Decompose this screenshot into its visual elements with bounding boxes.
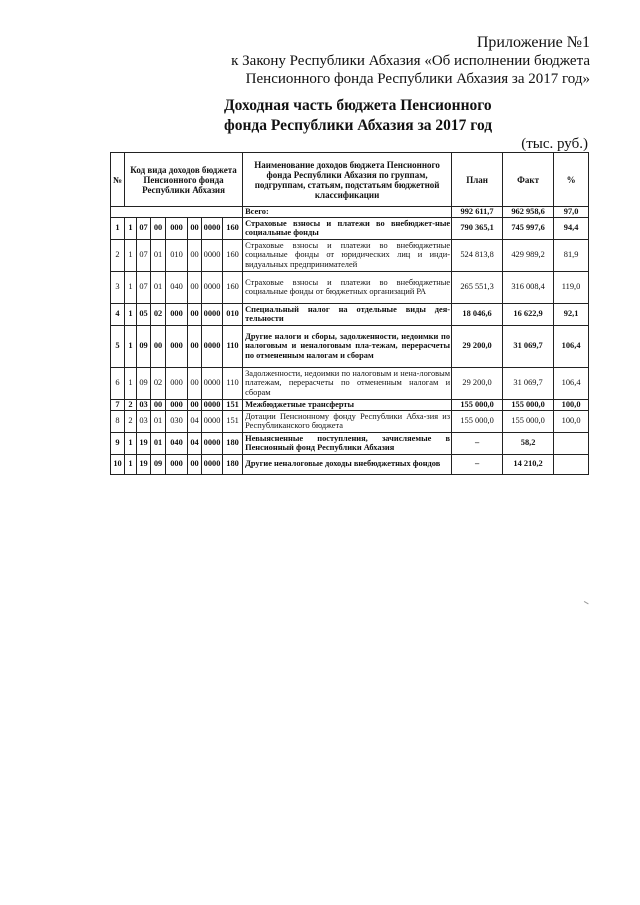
appendix-law-line-2: Пенсионного фонда Республики Абхазия за 2017 год»	[245, 71, 590, 87]
value-plan: 29 200,0	[452, 367, 503, 399]
code-part: 030	[166, 410, 188, 432]
code-part: 151	[223, 410, 243, 432]
title-line-1: Доходная часть бюджета Пенсионного	[224, 97, 492, 114]
income-name: Страховые взносы и платежи во внебюджет-ные социальные фонды	[243, 217, 452, 239]
code-part: 0000	[202, 410, 223, 432]
total-label: Всего:	[243, 207, 452, 218]
code-part: 2	[125, 410, 137, 432]
value-plan: 524 813,8	[452, 239, 503, 271]
code-part: 000	[166, 217, 188, 239]
table-row	[111, 239, 589, 271]
code-part: 09	[151, 454, 166, 474]
code-part: 160	[223, 239, 243, 271]
table-row	[111, 367, 589, 399]
code-part: 0000	[202, 454, 223, 474]
table-header-row	[111, 153, 589, 207]
row-number: 9	[111, 432, 125, 454]
code-part: 00	[151, 325, 166, 367]
code-part: 00	[188, 367, 202, 399]
income-name: Страховые взносы и платежи во внебюджетные социальные фонды от бюджетных организаций РА	[243, 271, 452, 303]
table-row	[111, 432, 589, 454]
value-fact: 155 000,0	[503, 410, 554, 432]
row-number: 5	[111, 325, 125, 367]
code-part: 1	[125, 303, 137, 325]
code-part: 000	[166, 303, 188, 325]
row-number: 1	[111, 217, 125, 239]
code-part: 0000	[202, 217, 223, 239]
code-part: 04	[188, 410, 202, 432]
value-pct	[554, 432, 589, 454]
header-fact: Факт	[503, 153, 554, 207]
code-part: 00	[188, 454, 202, 474]
code-part: 1	[125, 367, 137, 399]
appendix-header	[170, 34, 590, 88]
value-fact: 14 210,2	[503, 454, 554, 474]
code-part: 00	[188, 303, 202, 325]
appendix-number: Приложение №1	[476, 34, 590, 51]
code-part: 0000	[202, 432, 223, 454]
code-part: 05	[137, 303, 151, 325]
code-part: 03	[137, 410, 151, 432]
code-part: 160	[223, 271, 243, 303]
code-part: 000	[166, 367, 188, 399]
row-number: 7	[111, 399, 125, 410]
code-part: 110	[223, 367, 243, 399]
code-part: 000	[166, 325, 188, 367]
code-part: 1	[125, 217, 137, 239]
value-pct: 119,0	[554, 271, 589, 303]
table-row	[111, 217, 589, 239]
row-number: 6	[111, 367, 125, 399]
code-part: 09	[137, 367, 151, 399]
title-line-2: фонда Республики Абхазия за 2017 год	[224, 117, 493, 134]
code-part: 0000	[202, 239, 223, 271]
code-part: 000	[166, 454, 188, 474]
code-part: 07	[137, 239, 151, 271]
code-part: 00	[188, 399, 202, 410]
value-fact: 745 997,6	[503, 217, 554, 239]
income-name: Задолженности, недоимки по налоговым и нена-логовым платежам, перерасчеты по отмененным налогам и сборам	[243, 367, 452, 399]
header-plan: План	[452, 153, 503, 207]
code-part: 0000	[202, 325, 223, 367]
code-part: 00	[188, 217, 202, 239]
code-part: 2	[125, 399, 137, 410]
income-name: Специальный налог на отдельные виды дея-тельности	[243, 303, 452, 325]
code-part: 0000	[202, 271, 223, 303]
code-part: 00	[188, 239, 202, 271]
code-part: 040	[166, 432, 188, 454]
value-plan: 29 200,0	[452, 325, 503, 367]
code-part: 110	[223, 325, 243, 367]
income-name: Дотации Пенсионному фонду Республики Абха-зия из Республиканского бюджета	[243, 410, 452, 432]
row-number: 2	[111, 239, 125, 271]
value-fact: 31 069,7	[503, 367, 554, 399]
value-plan: 18 046,6	[452, 303, 503, 325]
value-fact: 31 069,7	[503, 325, 554, 367]
value-plan: 265 551,3	[452, 271, 503, 303]
row-number: 10	[111, 454, 125, 474]
code-part: 1	[125, 432, 137, 454]
code-part: 07	[137, 217, 151, 239]
value-fact: 316 008,4	[503, 271, 554, 303]
value-pct: 94,4	[554, 217, 589, 239]
value-pct: 100,0	[554, 399, 589, 410]
value-pct	[554, 454, 589, 474]
total-fact: 962 958,6	[503, 207, 554, 218]
code-part: 180	[223, 454, 243, 474]
header-code: Код вида доходов бюджета Пенсионного фонда Республики Абхазия	[125, 153, 243, 207]
header-name: Наименование доходов бюджета Пенсионного фонда Республики Абхазия по группам, подгруппам, статьям, подстатьям бюджетной классификации	[243, 153, 452, 207]
code-part: 00	[151, 399, 166, 410]
value-plan: 155 000,0	[452, 410, 503, 432]
income-name: Страховые взносы и платежи во внебюджетные социальные фонды от юридических лиц и инди-видуальных предпринимателей	[243, 239, 452, 271]
value-plan: 155 000,0	[452, 399, 503, 410]
code-part: 02	[151, 303, 166, 325]
code-part: 04	[188, 432, 202, 454]
row-number: 4	[111, 303, 125, 325]
code-part: 0000	[202, 303, 223, 325]
code-part: 180	[223, 432, 243, 454]
code-part: 010	[223, 303, 243, 325]
code-part: 02	[151, 367, 166, 399]
value-plan: –	[452, 454, 503, 474]
value-pct: 81,9	[554, 239, 589, 271]
table-row	[111, 271, 589, 303]
table-row	[111, 303, 589, 325]
value-pct: 106,4	[554, 325, 589, 367]
units-label: (тыс. руб.)	[521, 136, 588, 152]
budget-table	[110, 152, 589, 475]
value-plan: –	[452, 432, 503, 454]
row-number: 8	[111, 410, 125, 432]
document-title	[224, 96, 492, 136]
value-fact: 16 622,9	[503, 303, 554, 325]
table-row	[111, 325, 589, 367]
code-part: 00	[188, 325, 202, 367]
income-name: Невыясненные поступления, зачисляемые в Пенсионный фонд Республики Абхазия	[243, 432, 452, 454]
total-row	[111, 207, 589, 218]
code-part: 03	[137, 399, 151, 410]
code-part: 19	[137, 454, 151, 474]
row-number: 3	[111, 271, 125, 303]
total-pct: 97,0	[554, 207, 589, 218]
appendix-law-line: к Закону Республики Абхазия «Об исполнении бюджета	[231, 53, 590, 69]
income-name: Другие неналоговые доходы внебюджетных фондов	[243, 454, 452, 474]
code-part: 040	[166, 271, 188, 303]
code-part: 1	[125, 454, 137, 474]
value-pct: 106,4	[554, 367, 589, 399]
code-part: 010	[166, 239, 188, 271]
code-part: 000	[166, 399, 188, 410]
total-empty-cell	[111, 207, 243, 218]
value-fact: 155 000,0	[503, 399, 554, 410]
value-fact: 58,2	[503, 432, 554, 454]
income-name: Другие налоги и сборы, задолженности, недоимки по налоговым и неналоговым пла-тежам, перерасчеты по отмененным налогам и сборам	[243, 325, 452, 367]
code-part: 01	[151, 432, 166, 454]
total-plan: 992 611,7	[452, 207, 503, 218]
code-part: 160	[223, 217, 243, 239]
value-plan: 790 365,1	[452, 217, 503, 239]
code-part: 0000	[202, 399, 223, 410]
code-part: 1	[125, 325, 137, 367]
code-part: 01	[151, 239, 166, 271]
code-part: 1	[125, 239, 137, 271]
code-part: 09	[137, 325, 151, 367]
code-part: 00	[188, 271, 202, 303]
code-part: 0000	[202, 367, 223, 399]
value-pct: 100,0	[554, 410, 589, 432]
header-pct: %	[554, 153, 589, 207]
table-row	[111, 410, 589, 432]
code-part: 00	[151, 217, 166, 239]
value-fact: 429 989,2	[503, 239, 554, 271]
code-part: 1	[125, 271, 137, 303]
header-num: №	[111, 153, 125, 207]
table-row	[111, 454, 589, 474]
value-pct: 92,1	[554, 303, 589, 325]
income-name: Межбюджетные трансферты	[243, 399, 452, 410]
code-part: 01	[151, 271, 166, 303]
code-part: 19	[137, 432, 151, 454]
scan-mark	[582, 601, 588, 607]
code-part: 01	[151, 410, 166, 432]
code-part: 07	[137, 271, 151, 303]
code-part: 151	[223, 399, 243, 410]
table-row	[111, 399, 589, 410]
